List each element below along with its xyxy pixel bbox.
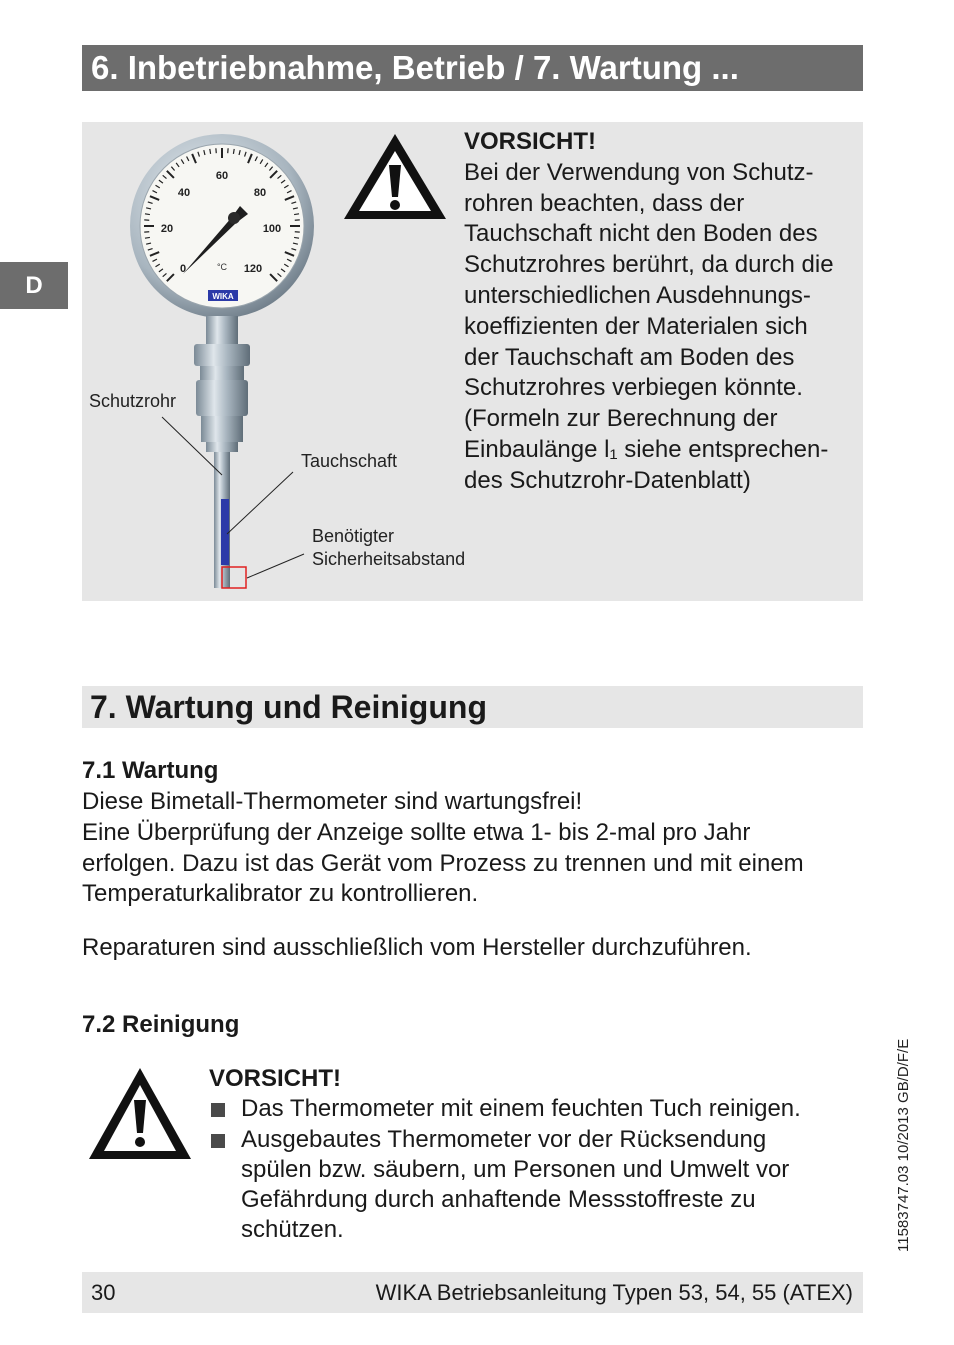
dial-tick-60: 60: [215, 170, 229, 182]
label-schutzrohr: Schutzrohr: [89, 391, 177, 411]
brand-logo: WIKA: [212, 292, 234, 301]
warning-line: des Schutzrohr-Datenblatt): [464, 466, 751, 494]
warning-line: Tauchschaft nicht den Boden des: [464, 220, 818, 248]
page-number: 30: [91, 1280, 116, 1305]
warning-line: Einbaulänge l₁ siehe entsprechen-: [464, 435, 829, 463]
dial-tick-120: 120: [243, 263, 263, 275]
language-tab: D: [0, 262, 68, 309]
dial-tick-mark: [210, 149, 211, 154]
dial-tick-100: 100: [262, 223, 282, 235]
bullet-text: Ausgebautes Thermometer vor der Rücksendung: [241, 1125, 767, 1153]
warning-line: Bei der Verwendung von Schutz-: [464, 158, 814, 186]
dial-tick-mark: [145, 214, 150, 215]
dial-neck: [206, 316, 238, 344]
warning-line: (Formeln zur Berechnung der: [464, 405, 778, 433]
subheading-reinigung: 7.2 Reinigung: [82, 1011, 240, 1038]
section-header-7: 7. Wartung und Reinigung: [82, 686, 863, 728]
bullet-text: spülen bzw. säubern, um Personen und Umwelt vor: [241, 1155, 790, 1183]
hex-nut-upper: [194, 344, 250, 366]
warning-line: der Tauchschaft am Boden des: [464, 343, 795, 371]
dial-tick-mark: [145, 237, 150, 238]
label-tauchschaft: Tauchschaft: [301, 451, 398, 471]
paragraph-line: Diese Bimetall-Thermometer sind wartungsfrei!: [82, 788, 583, 815]
warning-triangle-icon: [344, 134, 446, 219]
cleaning-warning-title: VORSICHT!: [209, 1065, 341, 1092]
hex-nut-lower: [196, 380, 248, 416]
paragraph-line: Temperaturkalibrator zu kontrollieren.: [82, 880, 479, 908]
bullet-text: Gefährdung durch anhaftende Messstoffreste zu: [241, 1186, 756, 1214]
paragraph-line: Eine Überprüfung der Anzeige sollte etwa 1- bis 2-mal pro Jahr: [82, 818, 751, 846]
dial-unit: °C: [216, 262, 228, 272]
label-safety-line2: Sicherheitsabstand: [312, 549, 466, 569]
footer: [82, 1272, 863, 1313]
warning-line: Schutzrohres berührt, da durch die: [464, 251, 834, 279]
wartung-text: [82, 787, 852, 910]
dial-tick-40: 40: [177, 187, 191, 199]
dial-tick-0: 0: [179, 263, 187, 275]
warning-text-block: [464, 127, 859, 497]
label-sicherheitsabstand: [312, 525, 465, 571]
warning-triangle-icon: [88, 1066, 193, 1162]
section-header-6: 6. Inbetriebnahme, Betrieb / 7. Wartung ...: [82, 45, 863, 91]
leader-tauchschaft: [227, 472, 293, 534]
paragraph-line: erfolgen. Dazu ist das Gerät vom Prozess zu trennen und mit einem: [82, 849, 804, 877]
warning-line: unterschiedlichen Ausdehnungs-: [464, 281, 811, 309]
dial-tick-mark: [294, 237, 299, 238]
bullet-text: Das Thermometer mit einem feuchten Tuch reinigen.: [241, 1095, 801, 1123]
dial-tick-mark: [294, 214, 299, 215]
repair-text: Reparaturen sind ausschließlich vom Hersteller durchzuführen.: [82, 934, 752, 961]
bullet-square-icon: [211, 1134, 225, 1148]
warning-line: Schutzrohres verbiegen könnte.: [464, 374, 803, 402]
leader-sicherheitsabstand: [247, 554, 304, 578]
document-code: 11583747.03 10/2013 GB/D/F/E: [895, 1038, 912, 1252]
subheading-wartung: 7.1 Wartung: [82, 757, 219, 784]
dial-tick-20: 20: [160, 223, 174, 235]
bullet-text: schützen.: [241, 1216, 344, 1244]
bullet-item: [209, 1125, 849, 1246]
bullet-item: [209, 1094, 849, 1124]
dial-tick-80: 80: [253, 187, 267, 199]
cleaning-warning: [209, 1064, 849, 1246]
dial-tick-mark: [233, 149, 234, 154]
warning-title: VORSICHT!: [464, 128, 596, 155]
warning-line: rohren beachten, dass der: [464, 189, 745, 217]
warning-line: koeffizienten der Materialen sich: [464, 312, 808, 340]
label-safety-line1: Benötigter: [312, 526, 395, 546]
bullet-square-icon: [211, 1103, 225, 1117]
footer-title: WIKA Betriebsanleitung Typen 53, 54, 55 (ATEX): [375, 1280, 853, 1305]
stem-highlight: [221, 499, 229, 565]
